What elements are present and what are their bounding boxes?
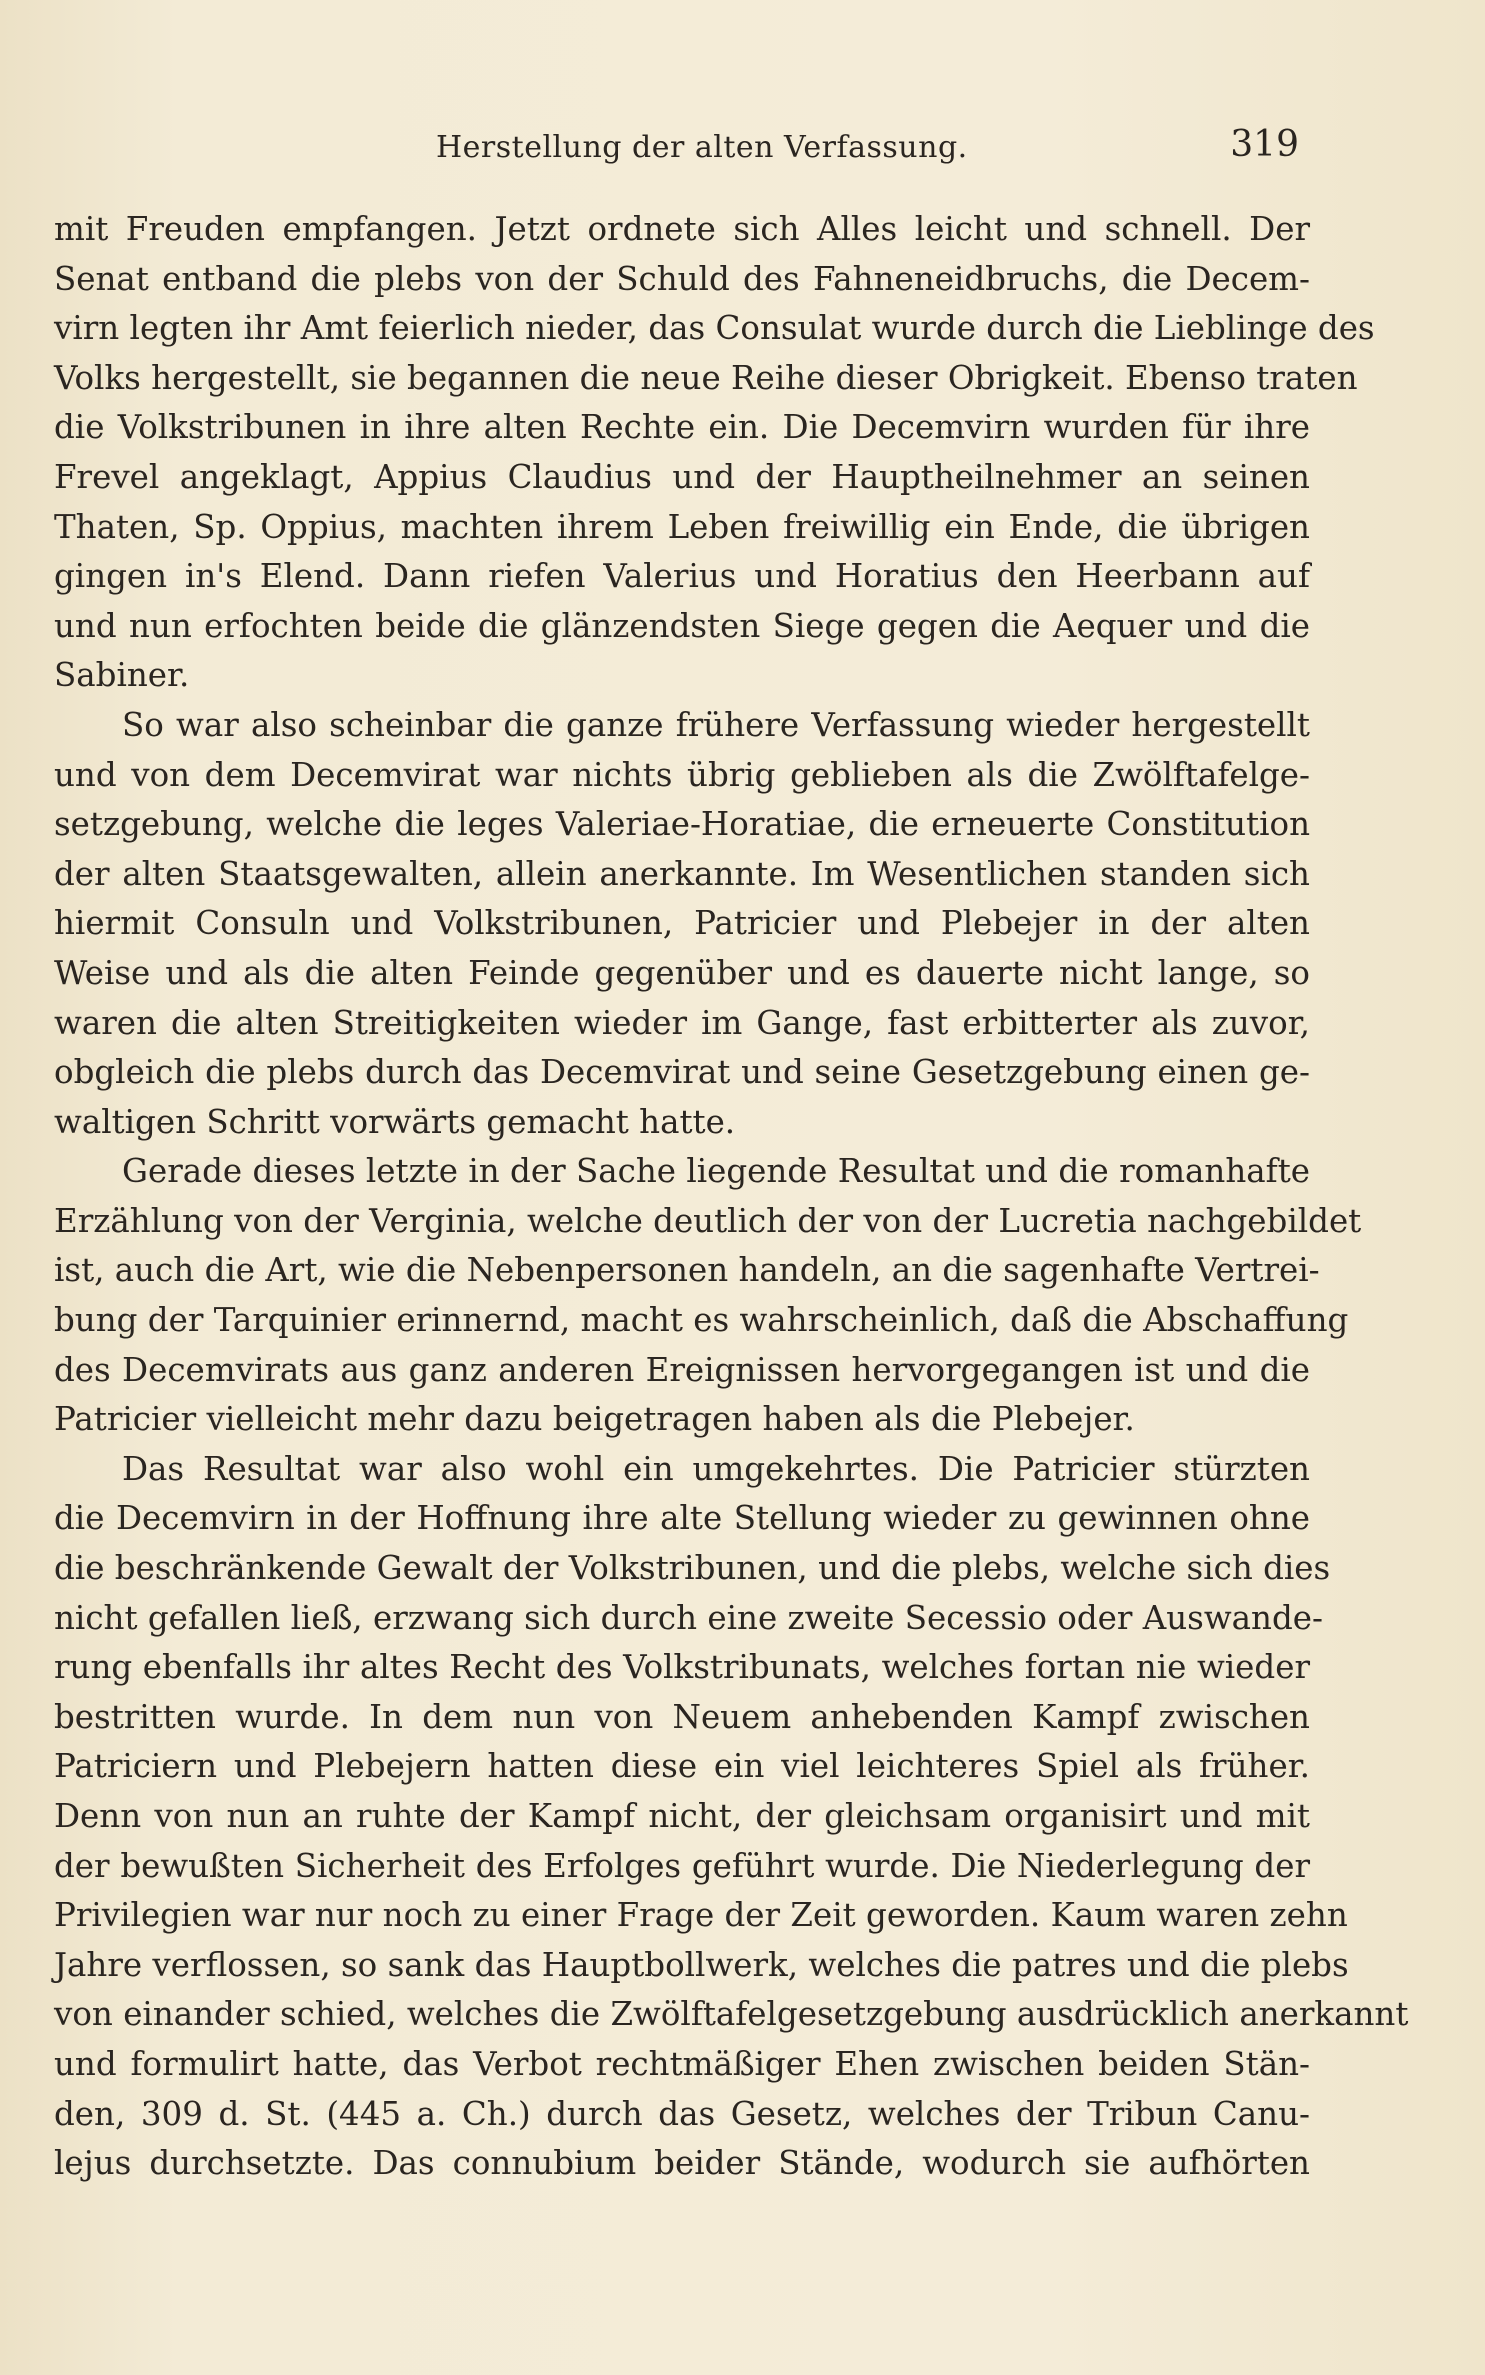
text-line: Denn von nun an ruhte der Kampf nicht, der gleichsam organisirt und mit bbox=[54, 1797, 1310, 1835]
text-line: ist, auch die Art, wie die Nebenpersonen handeln, an die sagenhafte Vertrei- bbox=[54, 1251, 1320, 1290]
text-line: nicht gefallen ließ, erzwang sich durch eine zweite Secessio oder Auswande- bbox=[54, 1598, 1323, 1637]
text-line: gingen in's Elend. Dann riefen Valerius und Horatius den Heerbann auf bbox=[54, 557, 1310, 596]
text-line: Patriciern und Plebejern hatten diese ein viel leichteres Spiel als früher. bbox=[54, 1747, 1310, 1786]
running-title: Herstellung der alten Verfassung. bbox=[436, 130, 968, 165]
text-line: und nun erfochten beide die glänzendsten Siege gegen die Aequer und die bbox=[54, 606, 1310, 645]
body-text bbox=[54, 205, 1409, 2189]
text-line: Frevel angeklagt, Appius Claudius und der Hauptheilnehmer an seinen bbox=[54, 457, 1310, 496]
text-line: rung ebenfalls ihr altes Recht des Volkstribunats, welches fortan nie wieder bbox=[54, 1648, 1310, 1687]
text-line: Jahre verflossen, so sank das Hauptbollwerk, welches die patres und die plebs bbox=[54, 1945, 1349, 1984]
text-line: der bewußten Sicherheit des Erfolges geführt wurde. Die Niederlegung der bbox=[54, 1846, 1310, 1885]
text-line: bung der Tarquinier erinnernd, macht es wahrscheinlich, daß die Abschaffung bbox=[54, 1301, 1349, 1340]
text-line: Privilegien war nur noch zu einer Frage der Zeit geworden. Kaum waren zehn bbox=[54, 1896, 1348, 1935]
text-line: Sabiner. bbox=[54, 656, 190, 695]
text-line: bestritten wurde. In dem nun von Neuem anhebenden Kampf zwischen bbox=[54, 1697, 1310, 1736]
text-line: Weise und als die alten Feinde gegenüber und es dauerte nicht lange, so bbox=[54, 953, 1310, 992]
text-line: den, 309 d. St. (445 a. Ch.) durch das Gesetz, welches der Tribun Canu- bbox=[54, 2094, 1310, 2133]
text-line: und formulirt hatte, das Verbot rechtmäßiger Ehen zwischen beiden Stän- bbox=[54, 2044, 1310, 2083]
text-line: waltigen Schritt vorwärts gemacht hatte. bbox=[54, 1102, 736, 1141]
text-line: waren die alten Streitigkeiten wieder im Gange, fast erbitterter als zuvor, bbox=[54, 1003, 1310, 1042]
text-line: virn legten ihr Amt feierlich nieder, das Consulat wurde durch die Lieblinge des bbox=[54, 309, 1375, 348]
text-line: und von dem Decemvirat war nichts übrig geblieben als die Zwölftafelge- bbox=[54, 755, 1310, 794]
text-line: hiermit Consuln und Volkstribunen, Patricier und Plebejer in der alten bbox=[54, 904, 1310, 943]
text-line: So war also scheinbar die ganze frühere Verfassung wieder hergestellt bbox=[122, 705, 1310, 744]
text-line: mit Freuden empfangen. Jetzt ordnete sich Alles leicht und schnell. Der bbox=[54, 210, 1310, 248]
text-line: Gerade dieses letzte in der Sache liegende Resultat und die romanhafte bbox=[122, 1152, 1310, 1191]
text-line: Erzählung von der Verginia, welche deutlich der von der Lucretia nachgebildet bbox=[54, 1201, 1362, 1240]
text-line: Das Resultat war also wohl ein umgekehrtes. Die Patricier stürzten bbox=[122, 1449, 1310, 1488]
text-line: setzgebung, welche die leges Valeriae-Horatiae, die erneuerte Constitution bbox=[54, 805, 1310, 844]
text-line: lejus durchsetzte. Das connubium beider Stände, wodurch sie aufhörten bbox=[54, 2144, 1310, 2183]
text-line: die Volkstribunen in ihre alten Rechte ein. Die Decemvirn wurden für ihre bbox=[54, 408, 1310, 447]
text-line: des Decemvirats aus ganz anderen Ereignissen hervorgegangen ist und die bbox=[54, 1350, 1310, 1389]
text-line: obgleich die plebs durch das Decemvirat und seine Gesetzgebung einen ge- bbox=[54, 1053, 1310, 1092]
page-header bbox=[54, 118, 1299, 178]
text-line: Patricier vielleicht mehr dazu beigetragen haben als die Plebejer. bbox=[54, 1400, 1135, 1439]
page-number: 319 bbox=[1230, 124, 1299, 165]
text-line: der alten Staatsgewalten, allein anerkannte. Im Wesentlichen standen sich bbox=[54, 854, 1310, 893]
text-line: Thaten, Sp. Oppius, machten ihrem Leben freiwillig ein Ende, die übrigen bbox=[54, 507, 1310, 546]
text-line: Senat entband die plebs von der Schuld des Fahneneidbruchs, die Decem- bbox=[54, 259, 1310, 298]
text-line: die beschränkende Gewalt der Volkstribunen, und die plebs, welche sich dies bbox=[54, 1549, 1331, 1588]
text-line: von einander schied, welches die Zwölftafelgesetzgebung ausdrücklich anerkannt bbox=[54, 1995, 1409, 2034]
text-line: die Decemvirn in der Hoffnung ihre alte Stellung wieder zu gewinnen ohne bbox=[54, 1499, 1310, 1538]
text-line: Volks hergestellt, sie begannen die neue Reihe dieser Obrigkeit. Ebenso traten bbox=[54, 358, 1358, 397]
